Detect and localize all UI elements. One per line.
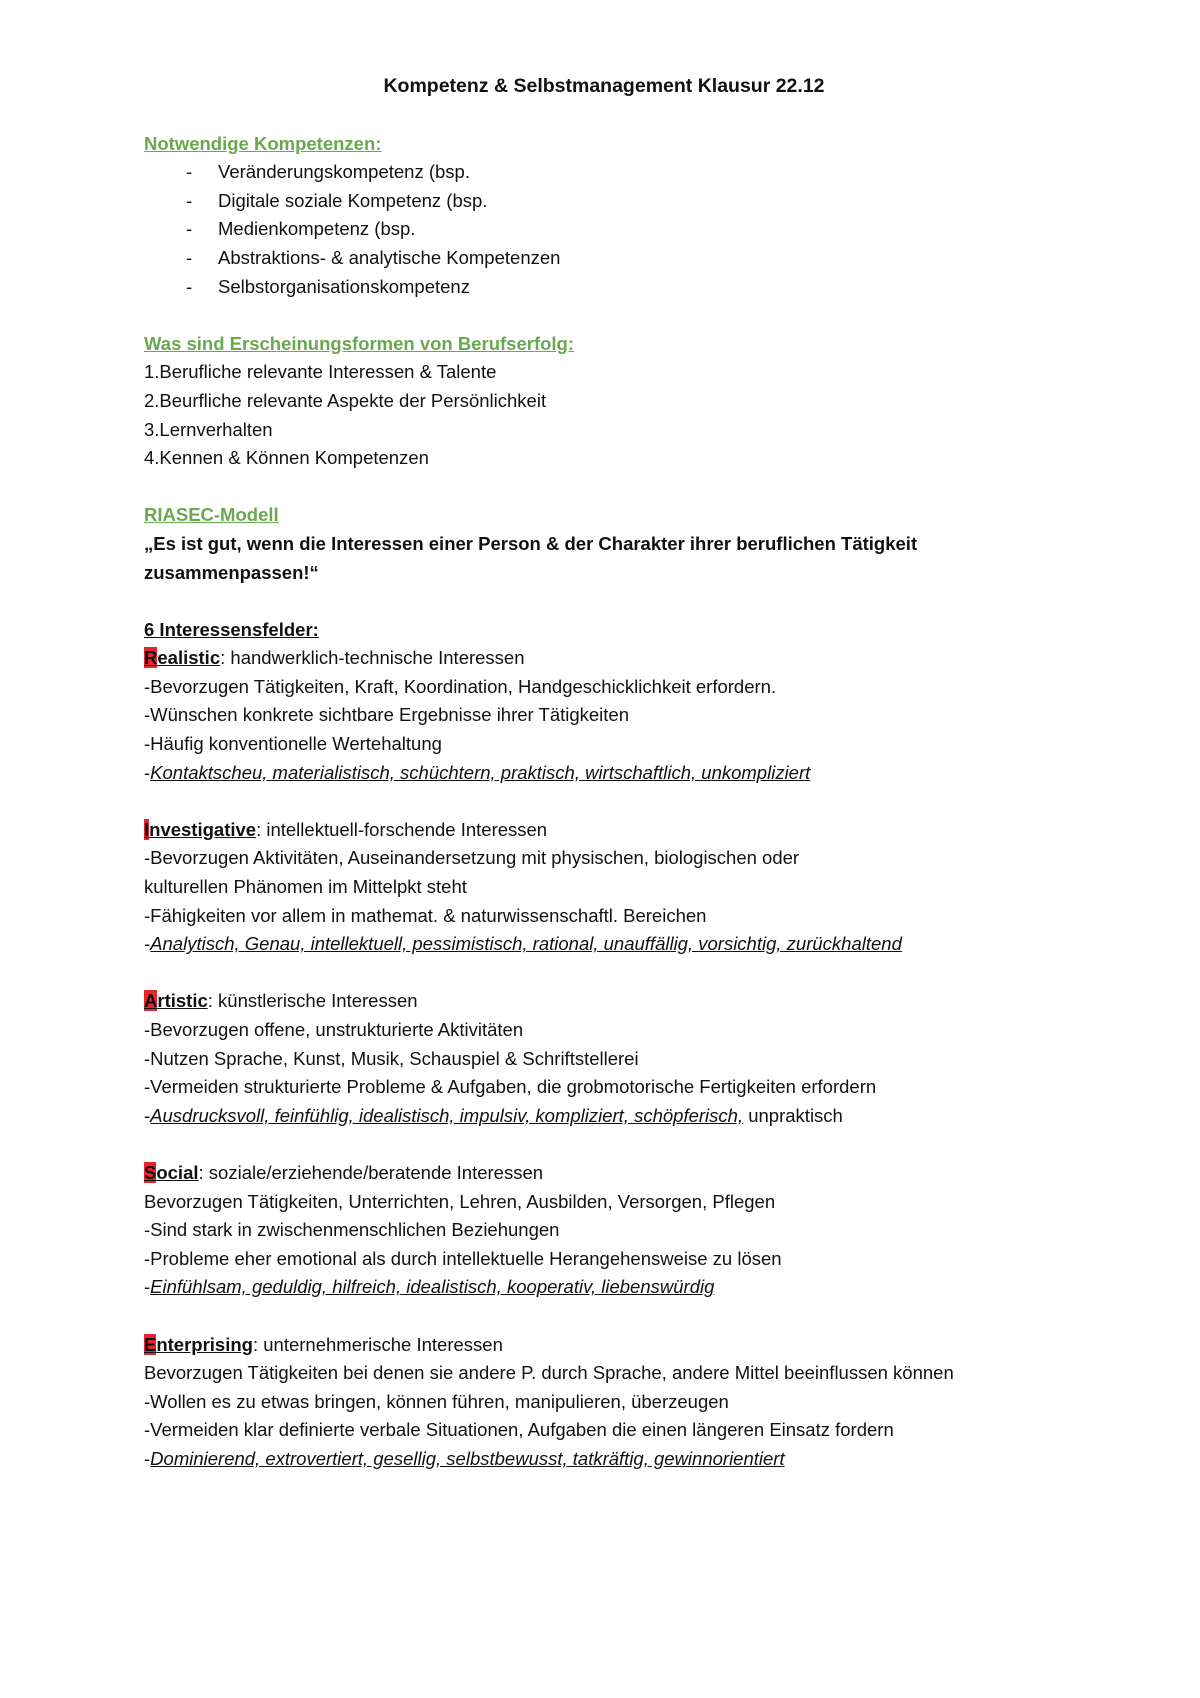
fields-heading: 6 Interessensfelder: xyxy=(144,618,319,640)
highlight-letter: A xyxy=(144,990,158,1012)
list-item: - Medienkompetenz (bsp. xyxy=(144,215,1064,244)
field-title: Enterprising xyxy=(144,1333,253,1355)
field-line: -Vermeiden strukturierte Probleme & Aufgaben, die grobmotorische Fertigkeiten erfordern xyxy=(144,1076,877,1098)
field-line: -Sind stark in zwischenmenschlichen Beziehungen xyxy=(144,1219,560,1241)
list-item: 2.Beurfliche relevante Aspekte der Persönlichkeit xyxy=(144,389,547,411)
highlight-letter: R xyxy=(144,647,158,669)
field-traits-line: -Einfühlsam, geduldig, hilfreich, idealistisch, kooperativ, liebenswürdig xyxy=(144,1276,715,1298)
field-traits: Analytisch, Genau, intellektuell, pessimistisch, rational, unauffällig, vorsichtig, zurückhaltend xyxy=(150,933,902,955)
competencies-heading: Notwendige Kompetenzen: xyxy=(144,132,382,154)
field-traits: Dominierend, extrovertiert, gesellig, selbstbewusst, tatkräftig, gewinnorientiert xyxy=(150,1447,785,1469)
field-description: : handwerklich-technische Interessen xyxy=(220,647,525,669)
field-traits-line: -Analytisch, Genau, intellektuell, pessimistisch, rational, unauffällig, vorsichtig, zurückhaltend xyxy=(144,933,902,955)
field-line: -Bevorzugen Tätigkeiten, Kraft, Koordination, Handgeschicklichkeit erfordern. xyxy=(144,675,777,697)
page-title: Kompetenz & Selbstmanagement Klausur 22.12 xyxy=(383,75,825,97)
field-description: : intellektuell-forschende Interessen xyxy=(256,818,548,840)
field-line: -Wollen es zu etwas bringen, können führen, manipulieren, überzeugen xyxy=(144,1390,729,1412)
highlight-letter: I xyxy=(144,818,150,840)
list-item: - Selbstorganisationskompetenz xyxy=(144,273,1064,302)
list-item: - Veränderungskompetenz (bsp. xyxy=(144,158,1064,187)
field-line: -Bevorzugen Aktivitäten, Auseinandersetzung mit physischen, biologischen oder kulturellen Phänomen im Mittelpkt steht xyxy=(144,847,800,898)
field-description: : unternehmerische Interessen xyxy=(252,1333,503,1355)
field-traits: Ausdrucksvoll, feinfühlig, idealistisch, impulsiv, kompliziert, schöpferisch, xyxy=(150,1104,744,1126)
field-line: Bevorzugen Tätigkeiten, Unterrichten, Lehren, Ausbilden, Versorgen, Pflegen xyxy=(144,1190,776,1212)
field-enterprising xyxy=(144,1331,1064,1474)
field-line: Bevorzugen Tätigkeiten bei denen sie andere P. durch Sprache, andere Mittel beeinflussen können xyxy=(144,1362,954,1384)
list-item: 4.Kennen & Können Kompetenzen xyxy=(144,447,429,469)
list-item: - Abstraktions- & analytische Kompetenzen xyxy=(144,244,1064,273)
field-description: : soziale/erziehende/beratende Interessen xyxy=(198,1161,544,1183)
riasec-heading: RIASEC-Modell xyxy=(144,504,279,526)
field-traits: Kontaktscheu, materialistisch, schüchtern, praktisch, wirtschaftlich, unkompliziert xyxy=(150,761,811,783)
field-line: -Vermeiden klar definierte verbale Situationen, Aufgaben die einen längeren Einsatz fordern xyxy=(144,1419,894,1441)
list-item: 3.Lernverhalten xyxy=(144,418,273,440)
field-traits-line: -Dominierend, extrovertiert, gesellig, selbstbewusst, tatkräftig, gewinnorientiert xyxy=(144,1447,785,1469)
field-investigative xyxy=(144,816,1064,959)
list-item: - Digitale soziale Kompetenz (bsp. xyxy=(144,187,1064,216)
competencies-list xyxy=(144,158,1064,301)
riasec-quote: „Es ist gut, wenn die Interessen einer Person & der Charakter ihrer beruflichen Tätigkeit zusammenpassen!“ xyxy=(144,532,918,583)
field-traits-line: -Kontaktscheu, materialistisch, schüchtern, praktisch, wirtschaftlich, unkompliziert xyxy=(144,761,811,783)
field-line: -Bevorzugen offene, unstrukturierte Aktivitäten xyxy=(144,1019,524,1040)
field-line: -Nutzen Sprache, Kunst, Musik, Schauspiel & Schriftstellerei xyxy=(144,1047,639,1069)
field-realistic xyxy=(144,644,1064,787)
field-title: Artistic xyxy=(144,990,208,1012)
document-page xyxy=(144,72,1064,1474)
field-social xyxy=(144,1159,1064,1302)
field-description: : künstlerische Interessen xyxy=(207,990,418,1012)
field-title: Investigative xyxy=(144,818,257,840)
highlight-letter: S xyxy=(144,1161,157,1183)
field-title: Realistic xyxy=(144,647,221,669)
field-line: -Wünschen konkrete sichtbare Ergebnisse ihrer Tätigkeiten xyxy=(144,704,630,726)
field-line: -Häufig konventionelle Wertehaltung xyxy=(144,733,442,755)
field-traits-line: -Ausdrucksvoll, feinfühlig, idealistisch, impulsiv, kompliziert, schöpferisch, unpraktisch xyxy=(144,1104,843,1126)
field-line: -Probleme eher emotional als durch intellektuelle Herangehensweise zu lösen xyxy=(144,1247,782,1269)
field-traits: Einfühlsam, geduldig, hilfreich, idealistisch, kooperativ, liebenswürdig xyxy=(150,1276,715,1298)
highlight-letter: E xyxy=(144,1333,157,1355)
success-heading: Was sind Erscheinungsformen von Berufserfolg: xyxy=(144,332,575,354)
list-item: 1.Berufliche relevante Interessen & Talente xyxy=(144,361,497,383)
field-artistic xyxy=(144,987,1064,1130)
field-line: -Fähigkeiten vor allem in mathemat. & naturwissenschaftl. Bereichen xyxy=(144,904,707,926)
field-title: Social xyxy=(144,1161,199,1183)
